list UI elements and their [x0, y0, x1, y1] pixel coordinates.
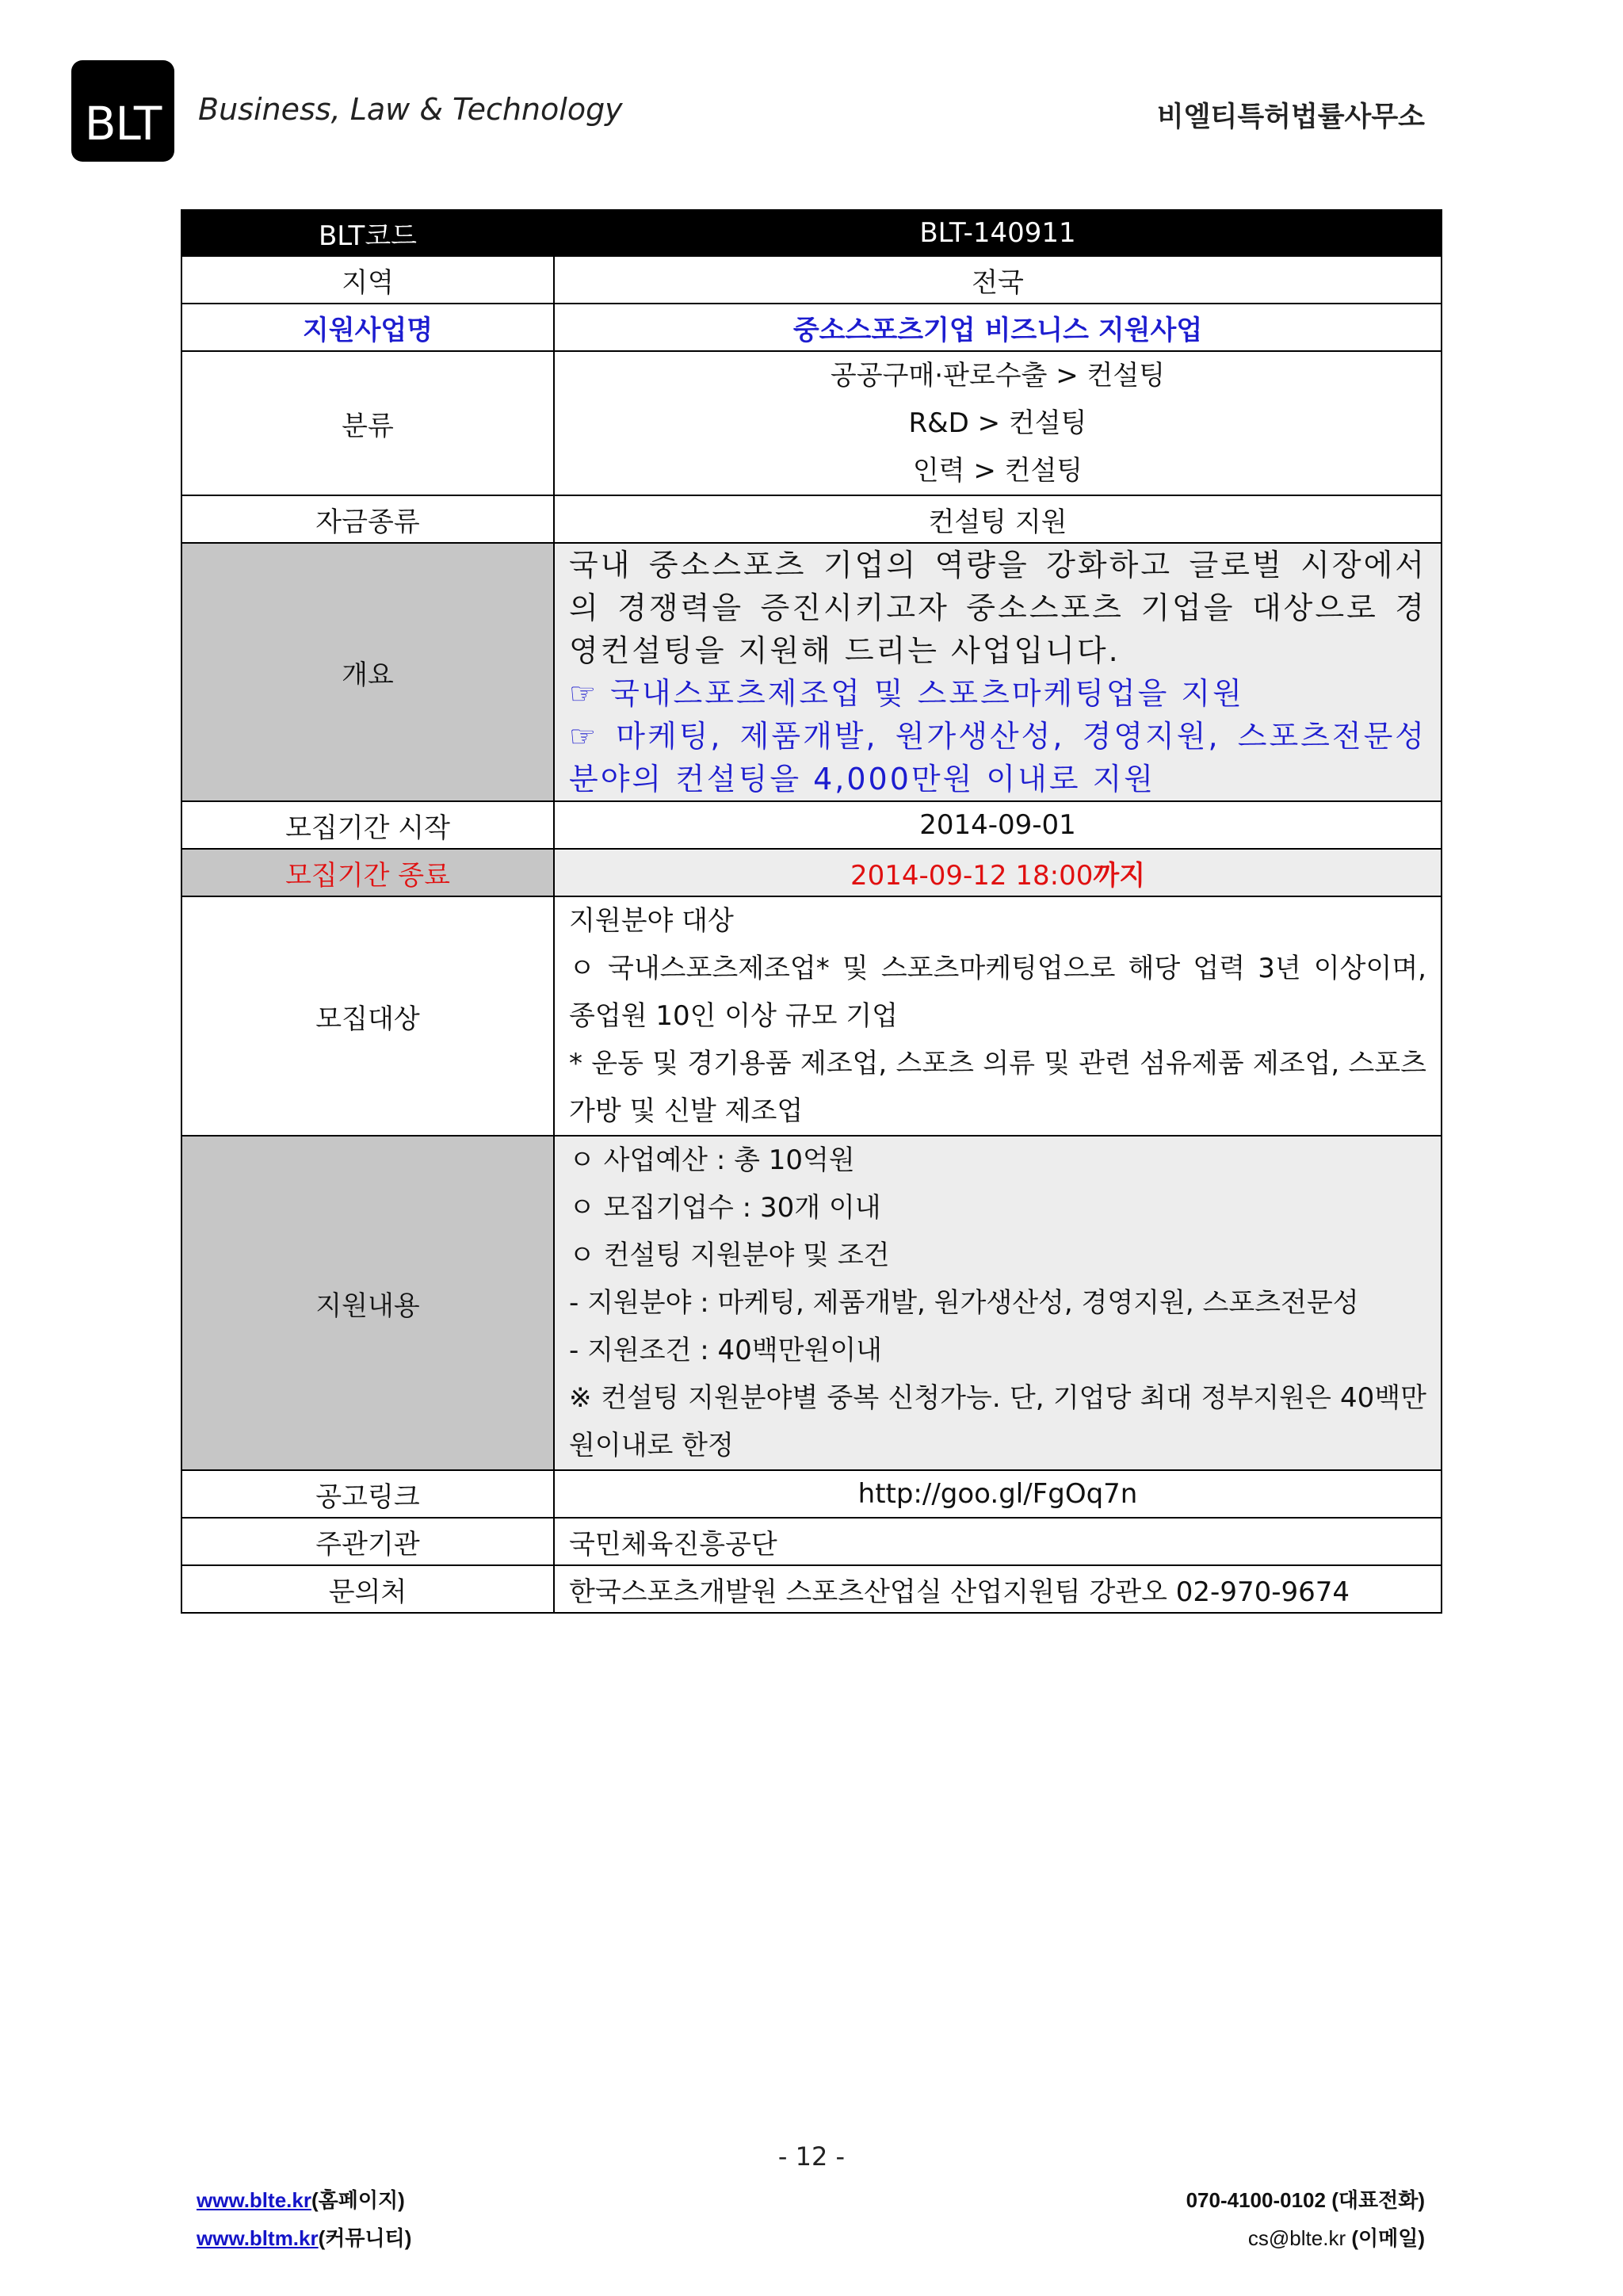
link-row: [181, 1470, 1442, 1518]
region-row: [181, 256, 1442, 304]
home-label: (홈페이지): [311, 2188, 405, 2212]
category-item: R&D > 컨설팅: [908, 407, 1087, 439]
start-label: 모집기간 시작: [181, 801, 554, 849]
footer-email: [1248, 2222, 1425, 2252]
overview-point: ☞ 마케팅, 제품개발, 원가생산성, 경영지원, 스포츠전문성 분야의 컨설팅을 4,000만원 이내로 지원: [569, 719, 1426, 797]
home-link[interactable]: www.blte.kr: [197, 2188, 311, 2212]
contact-label: 문의처: [181, 1565, 554, 1613]
support-content: [554, 1136, 1442, 1470]
fund-label: 자금종류: [181, 495, 554, 543]
phone-number: 070-4100-0102: [1186, 2188, 1326, 2212]
phone-label: (대표전화): [1325, 2188, 1425, 2212]
support-line: ㅇ 컨설팅 지원분야 및 조건: [569, 1240, 890, 1271]
program-label: 지원사업명: [181, 304, 554, 351]
link-label: 공고링크: [181, 1470, 554, 1518]
support-line: ㅇ 모집기업수 : 30개 이내: [569, 1192, 881, 1224]
tagline: Business, Law & Technology: [198, 92, 623, 127]
overview-label: 개요: [181, 543, 554, 801]
support-row: [181, 1136, 1442, 1470]
region-label: 지역: [181, 256, 554, 304]
end-row: [181, 849, 1442, 896]
support-line: ※ 컨설팅 지원분야별 중복 신청가능. 단, 기업당 최대 정부지원은 40백만원이내로 한정: [569, 1382, 1426, 1461]
footer-home: [197, 2184, 405, 2214]
target-line: 지원분야 대상: [569, 905, 734, 937]
support-line: - 지원조건 : 40백만원이내: [569, 1335, 883, 1366]
page-number: - 12 -: [777, 2141, 846, 2172]
overview-row: [181, 543, 1442, 801]
category-label: 분류: [181, 351, 554, 495]
overview-content: [554, 543, 1442, 801]
fund-value: 컨설팅 지원: [554, 495, 1442, 543]
support-line: ㅇ 사업예산 : 총 10억원: [569, 1144, 855, 1176]
target-row: [181, 896, 1442, 1136]
org-value: 국민체육진흥공단: [554, 1518, 1442, 1565]
email-label: (이메일): [1346, 2226, 1425, 2250]
end-suffix: 까지: [1093, 859, 1146, 892]
category-values: [554, 351, 1442, 495]
email-address[interactable]: cs@blte.kr: [1247, 2226, 1346, 2250]
firm-name: 비엘티특허법률사무소: [1156, 101, 1425, 133]
start-row: [181, 801, 1442, 849]
target-content: [554, 896, 1442, 1136]
fund-row: [181, 495, 1442, 543]
code-value: BLT-140911: [554, 210, 1442, 256]
category-item: 인력 > 컨설팅: [912, 455, 1083, 487]
footer-community: [197, 2222, 411, 2252]
support-label: 지원내용: [181, 1136, 554, 1470]
target-line: * 운동 및 경기용품 제조업, 스포츠 의류 및 관련 섬유제품 제조업, 스포츠 가방 및 신발 제조업: [569, 1048, 1426, 1127]
category-row: [181, 351, 1442, 495]
community-link[interactable]: www.bltm.kr: [197, 2226, 319, 2250]
category-item: 공공구매·판로수출 > 컨설팅: [830, 360, 1166, 392]
contact-row: [181, 1565, 1442, 1613]
support-line: - 지원분야 : 마케팅, 제품개발, 원가생산성, 경영지원, 스포츠전문성: [569, 1287, 1359, 1319]
org-label: 주관기관: [181, 1518, 554, 1565]
overview-text: 국내 중소스포츠 기업의 역량을 강화하고 글로벌 시장에서의 경쟁력을 증진시키고자 중소스포츠 기업을 대상으로 경영컨설팅을 지원해 드리는 사업입니다.: [569, 548, 1426, 668]
end-value: 2014-09-12 18:00: [850, 859, 1094, 892]
org-row: [181, 1518, 1442, 1565]
blt-logo: BLT: [71, 60, 174, 162]
target-line: ㅇ 국내스포츠제조업* 및 스포츠마케팅업으로 해당 업력 3년 이상이며, 종업원 10인 이상 규모 기업: [569, 953, 1426, 1032]
code-label: BLT코드: [181, 210, 554, 256]
contact-value: 한국스포츠개발원 스포츠산업실 산업지원팀 강관오 02-970-9674: [554, 1565, 1442, 1613]
end-label: 모집기간 종료: [181, 849, 554, 896]
announcement-link[interactable]: http://goo.gl/FgOq7n: [554, 1470, 1442, 1518]
program-value: 중소스포츠기업 비즈니스 지원사업: [554, 304, 1442, 351]
program-info-table: [181, 209, 1442, 1614]
start-value: 2014-09-01: [554, 801, 1442, 849]
program-row: [181, 304, 1442, 351]
region-value: 전국: [554, 256, 1442, 304]
target-label: 모집대상: [181, 896, 554, 1136]
footer-phone: [1186, 2184, 1425, 2214]
end-value-cell: [554, 849, 1442, 896]
overview-point: ☞ 국내스포츠제조업 및 스포츠마케팅업을 지원: [569, 676, 1244, 711]
code-row: [181, 210, 1442, 256]
community-label: (커뮤니티): [318, 2226, 412, 2250]
